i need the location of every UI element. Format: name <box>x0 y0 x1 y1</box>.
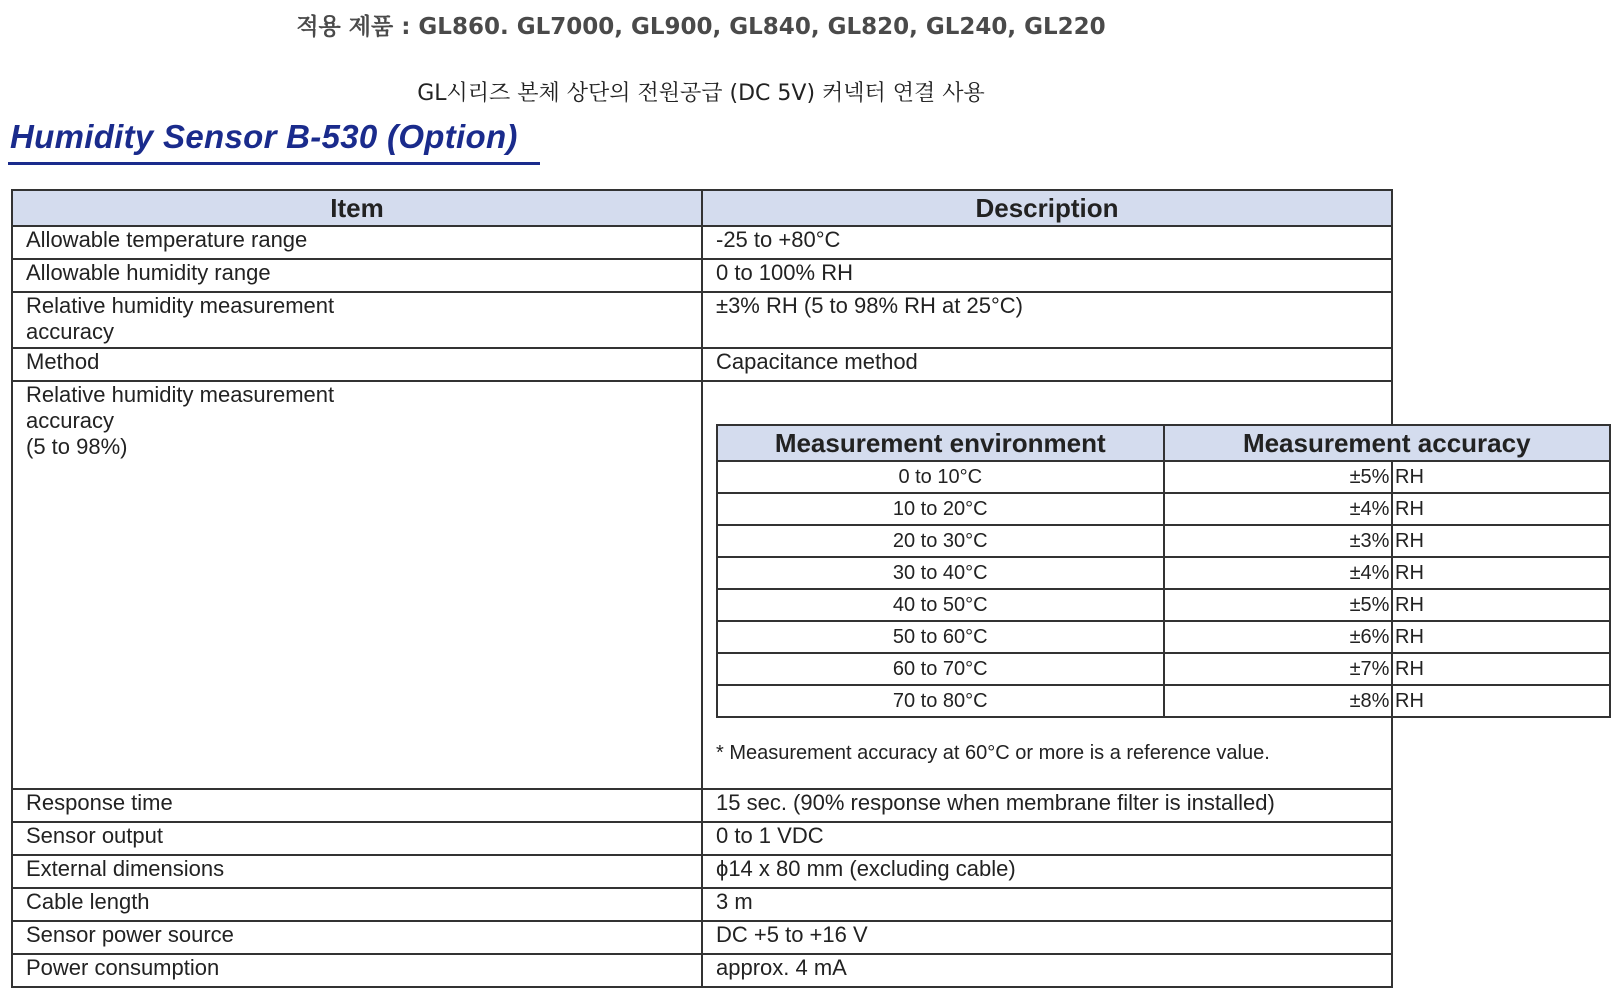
item-line: Relative humidity measurement <box>26 382 335 407</box>
environment-cell: 10 to 20°C <box>717 493 1164 525</box>
description-cell: 3 m <box>702 888 1392 921</box>
table-row <box>12 888 1392 921</box>
item-cell: External dimensions <box>12 855 702 888</box>
item-line: (5 to 98%) <box>26 434 128 459</box>
description-cell: 0 to 1 VDC <box>702 822 1392 855</box>
description-cell: ϕ14 x 80 mm (excluding cable) <box>702 855 1392 888</box>
item-line: accuracy <box>26 319 115 344</box>
usage-note: GL시리즈 본체 상단의 전원공급 (DC 5V) 커넥터 연결 사용 <box>417 81 985 106</box>
description-cell: 15 sec. (90% response when membrane filter is installed) <box>702 789 1392 822</box>
table-row <box>12 348 1392 381</box>
inner-header-environment: Measurement environment <box>717 425 1164 461</box>
accuracy-cell: ±5% RH <box>1164 461 1611 493</box>
accuracy-cell: ±6% RH <box>1164 621 1611 653</box>
item-cell: Method <box>12 348 702 381</box>
item-cell: Response time <box>12 789 702 822</box>
description-cell: ±3% RH (5 to 98% RH at 25°C) <box>702 292 1392 348</box>
environment-cell: 60 to 70°C <box>717 653 1164 685</box>
column-header-item: Item <box>12 190 702 226</box>
table-row <box>12 789 1392 822</box>
environment-cell: 40 to 50°C <box>717 589 1164 621</box>
table-row-accuracy <box>12 381 1392 789</box>
accuracy-cell: ±4% RH <box>1164 557 1611 589</box>
description-cell: -25 to +80°C <box>702 226 1392 259</box>
description-cell: DC +5 to +16 V <box>702 921 1392 954</box>
item-cell <box>12 292 702 348</box>
inner-row <box>717 621 1610 653</box>
environment-cell: 70 to 80°C <box>717 685 1164 717</box>
accuracy-footnote: * Measurement accuracy at 60°C or more is a reference value. <box>716 742 1270 764</box>
inner-row <box>717 461 1610 493</box>
item-cell: Power consumption <box>12 954 702 987</box>
item-cell: Allowable temperature range <box>12 226 702 259</box>
inner-row <box>717 589 1610 621</box>
accuracy-table <box>716 424 1611 718</box>
environment-cell: 20 to 30°C <box>717 525 1164 557</box>
spec-table <box>11 189 1531 988</box>
inner-row <box>717 525 1610 557</box>
description-cell: approx. 4 mA <box>702 954 1392 987</box>
item-line: Relative humidity measurement <box>26 293 335 318</box>
environment-cell: 30 to 40°C <box>717 557 1164 589</box>
item-cell: Sensor power source <box>12 921 702 954</box>
description-cell: 0 to 100% RH <box>702 259 1392 292</box>
inner-row <box>717 557 1610 589</box>
page-title: Humidity Sensor B-530 (Option) <box>10 118 518 155</box>
item-line: accuracy <box>26 408 115 433</box>
accuracy-cell: ±7% RH <box>1164 653 1611 685</box>
table-row <box>12 921 1392 954</box>
item-cell <box>12 381 702 789</box>
description-cell <box>702 381 1531 789</box>
column-header-description: Description <box>702 190 1392 226</box>
table-row <box>12 954 1392 987</box>
inner-row <box>717 685 1610 717</box>
table-row <box>12 822 1392 855</box>
applicable-products-heading: 적용 제품 : GL860. GL7000, GL900, GL840, GL820, GL240, GL220 <box>296 14 1106 40</box>
accuracy-cell: ±8% RH <box>1164 685 1611 717</box>
table-row <box>12 226 1392 259</box>
inner-header-accuracy: Measurement accuracy <box>1164 425 1611 461</box>
environment-cell: 50 to 60°C <box>717 621 1164 653</box>
item-cell: Cable length <box>12 888 702 921</box>
title-underline <box>8 162 540 165</box>
environment-cell: 0 to 10°C <box>717 461 1164 493</box>
item-cell: Sensor output <box>12 822 702 855</box>
description-cell: Capacitance method <box>702 348 1392 381</box>
accuracy-cell: ±4% RH <box>1164 493 1611 525</box>
table-row <box>12 292 1392 348</box>
accuracy-cell: ±5% RH <box>1164 589 1611 621</box>
inner-row <box>717 653 1610 685</box>
table-row <box>12 259 1392 292</box>
item-cell: Allowable humidity range <box>12 259 702 292</box>
inner-row <box>717 493 1610 525</box>
table-row <box>12 855 1392 888</box>
accuracy-cell: ±3% RH <box>1164 525 1611 557</box>
